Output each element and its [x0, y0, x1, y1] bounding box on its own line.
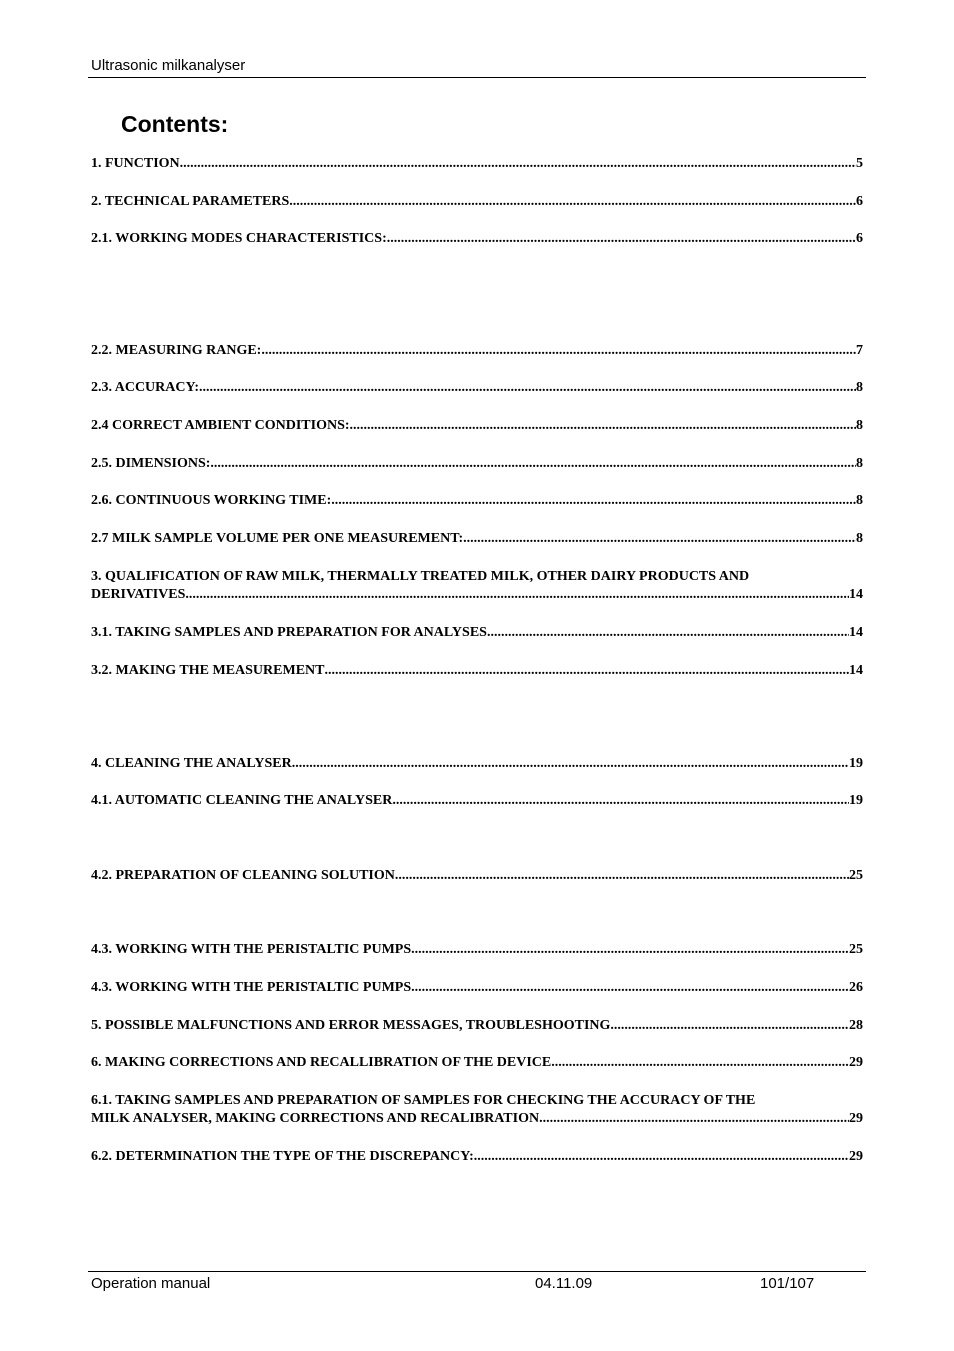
toc-page-number: 29 — [849, 1055, 863, 1070]
toc-entry[interactable] — [91, 941, 863, 959]
toc-page-number: 25 — [849, 942, 863, 957]
toc-entry-title: 2.7 MILK SAMPLE VOLUME PER ONE MEASUREMENT: — [91, 531, 464, 546]
toc-entry-title: 3.1. TAKING SAMPLES AND PREPARATION FOR ANALYSES — [91, 625, 487, 640]
toc-dot-leader — [261, 342, 856, 360]
toc-entry-title: 4.3. WORKING WITH THE PERISTALTIC PUMPS — [91, 980, 412, 995]
toc-dot-leader — [199, 379, 856, 397]
toc-dot-leader — [474, 1148, 849, 1166]
toc-entry-title: 2.5. DIMENSIONS: — [91, 456, 211, 471]
toc-entry[interactable] — [91, 867, 863, 885]
toc-entry-title: 2.6. CONTINUOUS WORKING TIME: — [91, 493, 332, 508]
toc-page-number: 6 — [856, 194, 863, 209]
toc-dot-leader — [395, 867, 849, 885]
toc-dot-leader — [324, 662, 849, 680]
toc-page-number: 26 — [849, 980, 863, 995]
toc-page-number: 6 — [856, 231, 863, 246]
toc-entry-title: 2.2. MEASURING RANGE: — [91, 343, 262, 358]
toc-page-number: 28 — [849, 1018, 863, 1033]
toc-entry-title: 4.1. AUTOMATIC CLEANING THE ANALYSER — [91, 793, 393, 808]
toc-entry-title: 2. TECHNICAL PARAMETERS — [91, 194, 290, 209]
toc-dot-leader — [387, 230, 856, 248]
toc-entry-title: 2.3. ACCURACY: — [91, 380, 199, 395]
footer-page-number: 101/107 — [760, 1275, 815, 1292]
toc-entry[interactable] — [91, 417, 863, 435]
toc-page-number: 8 — [856, 531, 863, 546]
toc-page-number: 7 — [856, 343, 863, 358]
toc-entry[interactable] — [91, 1148, 863, 1166]
toc-entry[interactable] — [91, 979, 863, 997]
toc-page-number: 19 — [849, 793, 863, 808]
toc-entry-title: DERIVATIVES — [91, 587, 186, 602]
toc-page-number: 29 — [849, 1111, 863, 1126]
toc-entry[interactable] — [91, 155, 863, 173]
toc-dot-leader — [210, 455, 856, 473]
toc-dot-leader — [463, 530, 856, 548]
toc-page-number: 14 — [849, 663, 863, 678]
toc-entry-title: 2.1. WORKING MODES CHARACTERISTICS: — [91, 231, 387, 246]
footer-divider — [88, 1271, 866, 1272]
toc-entry-title: 1. FUNCTION — [91, 156, 180, 171]
toc-entry[interactable] — [91, 662, 863, 680]
toc-dot-leader — [292, 755, 849, 773]
toc-entry-title: 2.4 CORRECT AMBIENT CONDITIONS: — [91, 418, 350, 433]
toc-entry-title-line: 3. QUALIFICATION OF RAW MILK, THERMALLY TREATED MILK, OTHER DAIRY PRODUCTS AND — [91, 569, 750, 584]
toc-dot-leader — [610, 1017, 849, 1035]
footer-date: 04.11.09 — [535, 1275, 593, 1292]
toc-entry[interactable] — [91, 342, 863, 360]
toc-dot-leader — [551, 1054, 849, 1072]
toc-dot-leader — [331, 492, 856, 510]
toc-entry-title: 4. CLEANING THE ANALYSER — [91, 756, 292, 771]
toc-dot-leader — [539, 1110, 849, 1128]
running-header: Ultrasonic milkanalyser — [91, 57, 246, 74]
toc-entry[interactable] — [91, 230, 863, 248]
toc-entry[interactable] — [91, 1054, 863, 1072]
toc-entry[interactable] — [91, 792, 863, 810]
toc-entry-title: 4.2. PREPARATION OF CLEANING SOLUTION — [91, 868, 395, 883]
toc-entry[interactable] — [91, 193, 863, 211]
toc-entry-title: 5. POSSIBLE MALFUNCTIONS AND ERROR MESSAGES, TROUBLESHOOTING — [91, 1018, 611, 1033]
toc-page-number: 29 — [849, 1149, 863, 1164]
toc-page-number: 19 — [849, 756, 863, 771]
toc-entry[interactable] — [91, 755, 863, 773]
toc-entry-title: 6. MAKING CORRECTIONS AND RECALLIBRATION OF THE DEVICE — [91, 1055, 552, 1070]
toc-entry[interactable] — [91, 1092, 863, 1128]
toc-page-number: 8 — [856, 456, 863, 471]
footer-manual-label: Operation manual — [91, 1275, 211, 1292]
toc-dot-leader — [392, 792, 849, 810]
contents-heading: Contents: — [121, 111, 229, 137]
toc-page-number: 14 — [849, 587, 863, 602]
toc-entry[interactable] — [91, 568, 863, 604]
toc-entry[interactable] — [91, 1017, 863, 1035]
toc-entry-title: 3.2. MAKING THE MEASUREMENT — [91, 663, 325, 678]
toc-dot-leader — [180, 155, 856, 173]
toc-page-number: 8 — [856, 418, 863, 433]
toc-entry-title-line: 6.1. TAKING SAMPLES AND PREPARATION OF SAMPLES FOR CHECKING THE ACCURACY OF THE — [91, 1093, 756, 1108]
header-divider — [88, 77, 866, 78]
toc-entry[interactable] — [91, 492, 863, 510]
toc-entry[interactable] — [91, 379, 863, 397]
toc-entry-title: 6.2. DETERMINATION THE TYPE OF THE DISCREPANCY: — [91, 1149, 474, 1164]
toc-page-number: 14 — [849, 625, 863, 640]
toc-page-number: 8 — [856, 493, 863, 508]
toc-dot-leader — [411, 941, 849, 959]
toc-dot-leader — [289, 193, 856, 211]
toc-dot-leader — [487, 624, 849, 642]
toc-entry-title: MILK ANALYSER, MAKING CORRECTIONS AND RECALIBRATION — [91, 1111, 540, 1126]
toc-dot-leader — [411, 979, 849, 997]
toc-dot-leader — [350, 417, 856, 435]
toc-entry[interactable] — [91, 455, 863, 473]
toc-page-number: 25 — [849, 868, 863, 883]
toc-dot-leader — [185, 586, 849, 604]
toc-entry[interactable] — [91, 530, 863, 548]
toc-page-number: 5 — [856, 156, 863, 171]
toc-entry[interactable] — [91, 624, 863, 642]
toc-entry-title: 4.3. WORKING WITH THE PERISTALTIC PUMPS — [91, 942, 412, 957]
toc-page-number: 8 — [856, 380, 863, 395]
